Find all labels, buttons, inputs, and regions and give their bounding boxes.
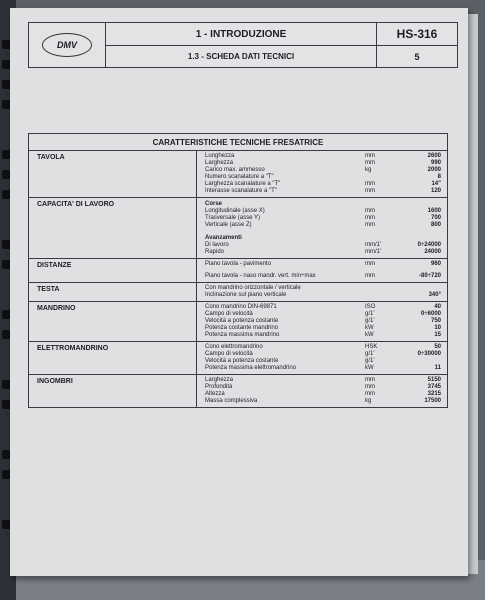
spec-table: [28, 133, 448, 408]
document-page: [10, 8, 468, 576]
title-cell: [106, 23, 377, 67]
spec-label: Piano tavola - pavimento: [205, 261, 272, 267]
spec-label: Profondità: [205, 384, 233, 390]
spec-row: [205, 351, 441, 358]
spec-value: 3215: [427, 391, 441, 397]
spec-label: Campo di velocità: [205, 311, 253, 317]
spec-row: [205, 358, 441, 365]
section-name: TAVOLA: [29, 151, 197, 197]
spec-row: [205, 398, 441, 405]
spec-label: Interasse scanalature a "T": [205, 188, 277, 194]
spec-section: [29, 259, 447, 283]
spec-unit: mm/1': [365, 242, 382, 248]
section-body: [197, 259, 447, 282]
spec-unit: mm: [365, 181, 375, 187]
spec-label: Cono elettromandrino: [205, 344, 263, 350]
spec-unit: [365, 174, 401, 181]
spec-label: Inclinazione sul piano verticale: [205, 292, 287, 298]
spec-label: Rapido: [205, 249, 225, 255]
spec-value: 0÷6000: [421, 311, 441, 317]
spec-row: [205, 188, 441, 195]
spec-value: 0÷30000: [417, 351, 441, 357]
group-subheading: Corse: [205, 201, 223, 207]
spec-unit: kW: [365, 325, 374, 331]
spec-label: Velocità a potenza costante: [205, 318, 279, 324]
spec-value: 10: [434, 325, 441, 331]
spec-row: [205, 167, 441, 174]
spec-row: [205, 365, 441, 372]
spec-unit: g/1': [365, 351, 375, 357]
spec-row: [205, 285, 441, 292]
spec-label: Potenza massima elettromandrino: [205, 365, 297, 371]
spec-row: [205, 242, 441, 249]
spec-row: [205, 311, 441, 318]
spec-value: 340°: [428, 292, 441, 298]
spec-unit: g/1': [365, 318, 375, 324]
spec-value: 700: [430, 215, 441, 221]
spec-value: 8: [437, 174, 441, 180]
spec-value: 0÷24000: [417, 242, 441, 248]
spec-row: [205, 344, 441, 351]
spec-unit: mm: [365, 222, 375, 228]
spec-value: 2600: [427, 153, 441, 159]
spec-value: 960: [430, 261, 441, 267]
spec-row: [205, 261, 441, 268]
spec-value: -80÷720: [419, 273, 441, 279]
spec-value: 750: [430, 318, 441, 324]
spec-value: 1600: [427, 208, 441, 214]
spec-label: Potenza massima mandrino: [205, 332, 280, 338]
spec-label: Con mandrino orizzontale / verticale: [205, 285, 301, 291]
section-name: CAPACITA' DI LAVORO: [29, 198, 197, 258]
page-edge: [468, 14, 478, 574]
section-name: TESTA: [29, 283, 197, 301]
spec-label: Velocità a potenza costante: [205, 358, 279, 364]
spec-unit: mm: [365, 384, 375, 390]
spec-value: 800: [430, 222, 441, 228]
spec-section: [29, 375, 447, 407]
spec-unit: mm: [365, 377, 375, 383]
section-name: DISTANZE: [29, 259, 197, 282]
spec-row: [205, 174, 441, 181]
spec-unit: kg: [365, 398, 372, 404]
spec-unit: kg: [365, 167, 372, 173]
spec-value: 50: [434, 344, 441, 350]
company-logo: DMV: [42, 33, 92, 57]
spec-label: Larghezza: [205, 160, 234, 166]
spec-label: Cono mandrino DIN-69871: [205, 304, 277, 310]
spec-unit: mm: [365, 208, 375, 214]
spec-label: Longitudinale (asse X): [205, 208, 265, 214]
model-code: HS-316: [377, 23, 457, 46]
spec-label: Lunghezza: [205, 153, 235, 159]
section-body: [197, 198, 447, 258]
spec-unit: mm: [365, 160, 375, 166]
spec-section: [29, 198, 447, 259]
section-name: INGOMBRI: [29, 375, 197, 407]
chapter-title: 1 - INTRODUZIONE: [106, 23, 376, 46]
spec-unit: [365, 292, 401, 299]
spec-unit: kW: [365, 365, 374, 371]
spec-row: [205, 208, 441, 215]
section-body: [197, 302, 447, 341]
page-header: [28, 22, 458, 68]
section-name: MANDRINO: [29, 302, 197, 341]
spec-unit: mm: [365, 188, 375, 194]
code-cell: [377, 23, 457, 67]
spec-label: Carico max. ammesso: [205, 167, 265, 173]
spec-unit: mm: [365, 215, 375, 221]
spec-row: [205, 332, 441, 339]
spec-section: [29, 342, 447, 375]
spec-section: [29, 151, 447, 198]
spec-unit: g/1': [365, 358, 375, 364]
spec-table-title: CARATTERISTICHE TECNICHE FRESATRICE: [29, 134, 447, 151]
spec-section: [29, 302, 447, 342]
spec-value: 14": [431, 181, 441, 187]
spec-unit: ISO: [365, 304, 376, 310]
spec-unit: mm: [365, 273, 375, 279]
spec-unit: g/1': [365, 311, 375, 317]
spec-unit: mm: [365, 391, 375, 397]
section-body: [197, 151, 447, 197]
spec-unit: mm: [365, 153, 375, 159]
spec-unit: kW: [365, 332, 374, 338]
spec-value: 5150: [427, 377, 441, 383]
spec-label: Massa complessiva: [205, 398, 258, 404]
spec-value: 3745: [427, 384, 441, 390]
spec-row: [205, 160, 441, 167]
spec-value: [401, 285, 441, 292]
spec-row: [205, 222, 441, 229]
spec-row: [205, 377, 441, 384]
spec-row: [205, 325, 441, 332]
spec-row: [205, 249, 441, 256]
spec-value: 40: [434, 304, 441, 310]
spec-value: 11: [434, 365, 441, 371]
spec-value: 15: [434, 332, 441, 338]
spec-row: [205, 304, 441, 311]
spec-row: [205, 318, 441, 325]
spec-label: Campo di velocità: [205, 351, 253, 357]
section-body: [197, 283, 447, 301]
spec-value: 120: [430, 188, 441, 194]
spec-label: Trasversale (asse Y): [205, 215, 261, 221]
spec-unit: HSK: [365, 344, 378, 350]
spec-label: Larghezza: [205, 377, 234, 383]
section-body: [197, 342, 447, 374]
spec-value: 24000: [424, 249, 441, 255]
spec-label: Verticale (asse Z): [205, 222, 252, 228]
spec-value: 990: [430, 160, 441, 166]
spec-label: Piano tavola - naso mandr. vert. min÷max: [205, 273, 316, 279]
spec-unit: mm: [365, 261, 375, 267]
group-subheading: Avanzamenti: [205, 235, 242, 241]
spec-unit: mm/1': [365, 249, 382, 255]
spec-label: Altezza: [205, 391, 225, 397]
spec-value: 17500: [424, 398, 441, 404]
spec-label: Potenza costante mandrino: [205, 325, 279, 331]
logo-cell: [29, 23, 106, 67]
spec-row: [205, 384, 441, 391]
spec-row: [205, 181, 441, 188]
spec-value: [401, 358, 441, 365]
section-name: ELETTROMANDRINO: [29, 342, 197, 374]
spec-row: [205, 292, 441, 299]
spec-label: Numero scanalature a "T": [205, 174, 274, 180]
section-title: 1.3 - SCHEDA DATI TECNICI: [187, 52, 295, 61]
spec-row: [205, 391, 441, 398]
spec-label: Larghezza scanalature a "T": [205, 181, 281, 187]
page-number: 5: [414, 51, 420, 62]
spec-row: [205, 273, 441, 280]
spec-value: 2000: [427, 167, 441, 173]
section-body: [197, 375, 447, 407]
spec-label: Di lavoro: [205, 242, 229, 248]
spec-sections: [29, 151, 447, 407]
spec-row: [205, 153, 441, 160]
spec-section: [29, 283, 447, 302]
spec-row: [205, 215, 441, 222]
spec-unit: [365, 285, 401, 292]
